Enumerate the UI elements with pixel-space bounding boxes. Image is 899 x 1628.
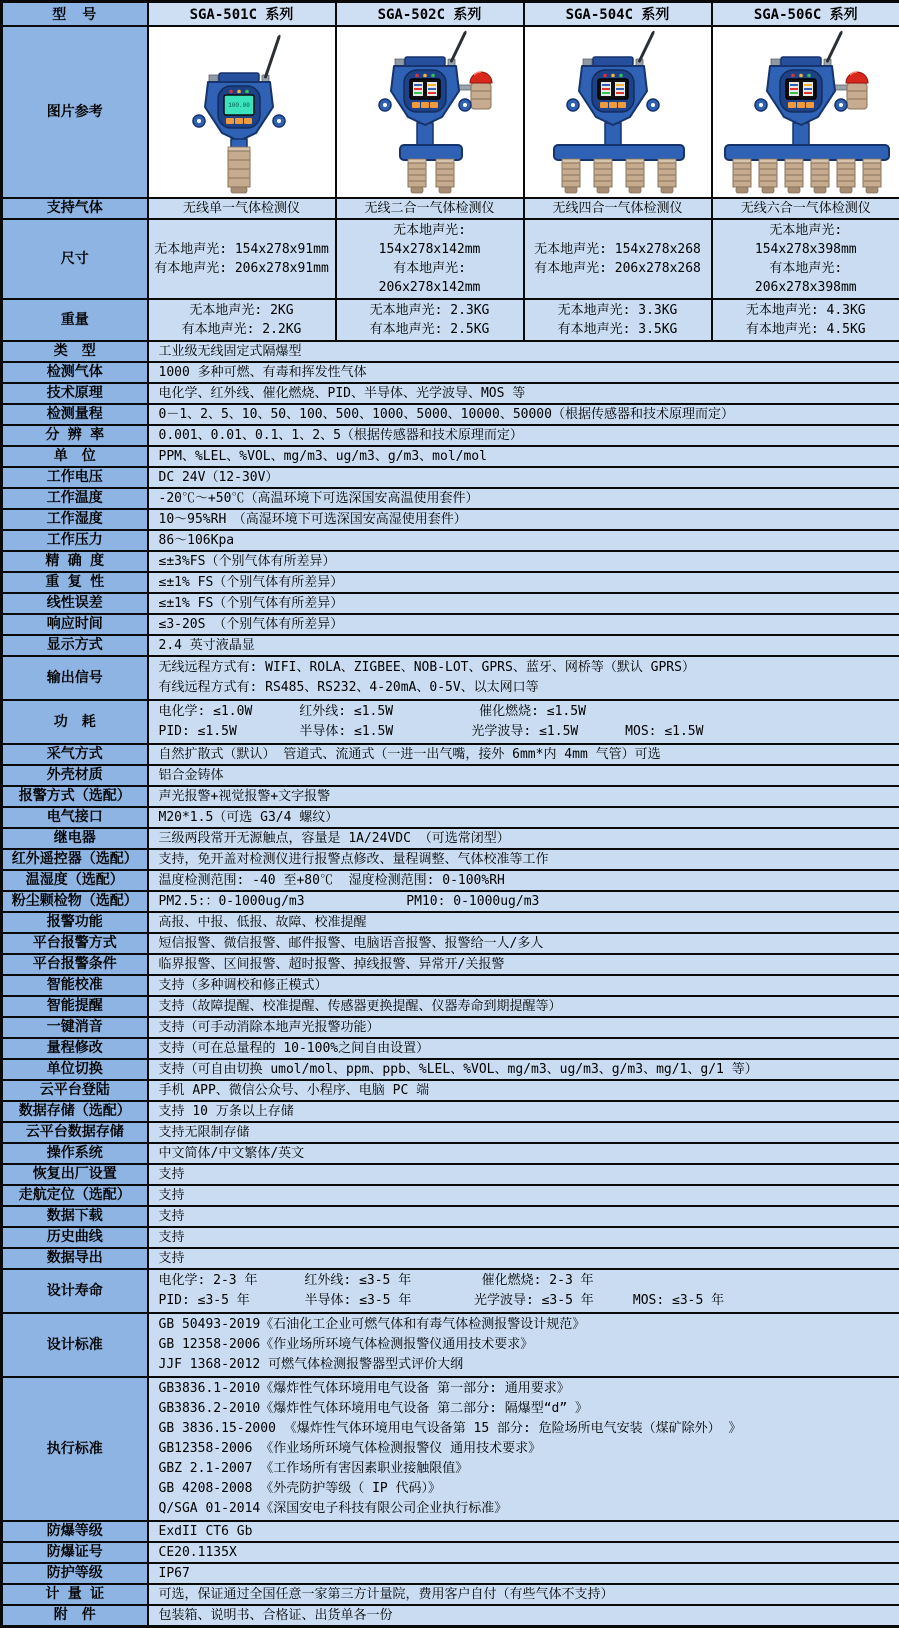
spec-value-cell	[148, 1143, 899, 1164]
spec-row	[2, 933, 899, 954]
spec-value-cell	[148, 551, 899, 572]
spec-row	[2, 828, 899, 849]
spec-row	[2, 362, 899, 383]
spec-row-label: 温湿度（选配）	[2, 870, 148, 891]
spec-row	[2, 1122, 899, 1143]
spec-line: 支持（多种调校和修正模式）	[159, 977, 890, 994]
spec-line: ≤±1% FS（个别气体有所差异）	[159, 595, 890, 612]
spec-row-label: 精 确 度	[2, 551, 148, 572]
spec-value-cell	[148, 1377, 899, 1521]
spec-line: GB 3836.15-2000 《爆炸性气体环境用电气设备第 15 部分: 危险场所电气安装（煤矿除外） 》	[159, 1419, 890, 1439]
spec-line: 0－1、2、5、10、50、100、500、1000、5000、10000、50000（根据传感器和技术原理而定）	[159, 406, 890, 423]
spec-row	[2, 551, 899, 572]
spec-row	[2, 1605, 899, 1627]
spec-row	[2, 1521, 899, 1542]
spec-row	[2, 996, 899, 1017]
spec-line: ≤±3%FS（个别气体有所差异）	[159, 553, 890, 570]
spec-line: GB3836.2-2010《爆炸性气体环境用电气设备 第二部分: 隔爆型“d” 》	[159, 1399, 890, 1419]
spec-row-label: 红外遥控器（选配）	[2, 849, 148, 870]
spec-row	[2, 954, 899, 975]
spec-row	[2, 1542, 899, 1563]
spec-value-cell	[148, 744, 899, 765]
spec-row-label: 平台报警条件	[2, 954, 148, 975]
spec-value-cell	[148, 635, 899, 656]
spec-value-cell	[148, 1605, 899, 1627]
spec-line: 无线六合一气体检测仪	[716, 200, 897, 217]
spec-line: PID: ≤1.5W 半导体: ≤1.5W 光学波导: ≤1.5W MOS: ≤1.5W	[159, 722, 890, 742]
spec-value-cell	[148, 765, 899, 786]
spec-row-label: 粉尘颗检物（选配）	[2, 891, 148, 912]
spec-value-cell	[148, 1269, 899, 1313]
spec-row	[2, 912, 899, 933]
spec-line: 支持 10 万条以上存储	[159, 1103, 890, 1120]
spec-row-label: 采气方式	[2, 744, 148, 765]
spec-row	[2, 219, 899, 299]
spec-value-cell	[148, 807, 899, 828]
product-image-cell-sga-501c	[148, 26, 336, 198]
spec-line: 无本地声光: 4.3KG	[716, 301, 897, 320]
spec-row	[2, 870, 899, 891]
spec-row	[2, 1313, 899, 1377]
spec-row-label: 支持气体	[2, 198, 148, 219]
spec-row-label: 报警功能	[2, 912, 148, 933]
spec-value-cell	[148, 198, 336, 219]
spec-row	[2, 849, 899, 870]
spec-line: GB 50493-2019《石油化工企业可燃气体和有毒气体检测报警设计规范》	[159, 1315, 890, 1335]
spec-value-cell	[524, 299, 712, 341]
spec-value-cell	[148, 786, 899, 807]
spec-row-label: 检测量程	[2, 404, 148, 425]
model-header-sga-502c: SGA-502C 系列	[336, 2, 524, 27]
spec-row-label: 线性误差	[2, 593, 148, 614]
spec-value-cell	[336, 299, 524, 341]
spec-value-cell	[148, 1248, 899, 1269]
spec-value-cell	[148, 1101, 899, 1122]
spec-line: 包装箱、说明书、合格证、出货单各一份	[159, 1607, 890, 1624]
spec-line: M20*1.5（可选 G3/4 螺纹）	[159, 809, 890, 826]
spec-row	[2, 786, 899, 807]
product-image-sga-506c	[713, 27, 899, 197]
spec-row	[2, 891, 899, 912]
spec-row-label: 工作电压	[2, 467, 148, 488]
spec-row	[2, 1206, 899, 1227]
spec-row-label: 计 量 证	[2, 1584, 148, 1605]
spec-line: 铝合金铸体	[159, 767, 890, 784]
spec-row	[2, 700, 899, 744]
spec-value-cell	[336, 219, 524, 299]
spec-line: GB3836.1-2010《爆炸性气体环境用电气设备 第一部分: 通用要求》	[159, 1379, 890, 1399]
spec-value-cell	[524, 198, 712, 219]
spec-line: 有本地声光: 206x278x268	[528, 259, 708, 278]
spec-row-label: 执行标准	[2, 1377, 148, 1521]
spec-value-cell	[148, 656, 899, 700]
spec-row-label: 重 复 性	[2, 572, 148, 593]
spec-line: 高报、中报、低报、故障、校准提醒	[159, 914, 890, 931]
spec-line: 支持（可手动消除本地声光报警功能）	[159, 1019, 890, 1036]
spec-row-label: 报警方式（选配）	[2, 786, 148, 807]
spec-value-cell	[148, 1017, 899, 1038]
spec-line: 无本地声光: 154x278x91mm	[152, 240, 332, 259]
spec-row-label: 工作温度	[2, 488, 148, 509]
spec-row-label: 量程修改	[2, 1038, 148, 1059]
spec-value-cell	[148, 1227, 899, 1248]
spec-value-cell	[148, 1080, 899, 1101]
spec-line: 温度检测范围: -40 至+80℃ 湿度检测范围: 0-100%RH	[159, 872, 890, 889]
spec-line: 有本地声光: 2.5KG	[340, 320, 520, 339]
spec-line: 支持（可在总量程的 10-100%之间自由设置）	[159, 1040, 890, 1057]
spec-row-label: 继电器	[2, 828, 148, 849]
spec-line: 支持	[159, 1187, 890, 1204]
spec-line: JJF 1368-2012 可燃气体检测报警器型式评价大纲	[159, 1355, 890, 1375]
spec-row	[2, 1227, 899, 1248]
spec-line: 有本地声光: 206x278x398mm	[716, 259, 897, 297]
spec-line: 1000 多种可燃、有毒和挥发性气体	[159, 364, 890, 381]
spec-row-label: 功 耗	[2, 700, 148, 744]
spec-row-label: 重量	[2, 299, 148, 341]
spec-line: 有本地声光: 3.5KG	[528, 320, 708, 339]
spec-line: 电化学: 2-3 年 红外线: ≤3-5 年 催化燃烧: 2-3 年	[159, 1271, 890, 1291]
spec-value-cell	[148, 1122, 899, 1143]
product-image-cell-sga-502c	[336, 26, 524, 198]
product-image-row	[2, 26, 899, 198]
spec-line: CE20.1135X	[159, 1544, 890, 1561]
spec-row-label: 响应时间	[2, 614, 148, 635]
spec-row-label: 单 位	[2, 446, 148, 467]
spec-line: 中文简体/中文繁体/英文	[159, 1145, 890, 1162]
spec-row	[2, 765, 899, 786]
spec-value-cell	[148, 593, 899, 614]
spec-value-cell	[148, 1313, 899, 1377]
spec-value-cell	[148, 1038, 899, 1059]
spec-row-label: 平台报警方式	[2, 933, 148, 954]
spec-row-label: 分 辨 率	[2, 425, 148, 446]
spec-row	[2, 530, 899, 551]
spec-value-cell	[148, 912, 899, 933]
spec-row-label: 云平台登陆	[2, 1080, 148, 1101]
spec-line: 无线远程方式有: WIFI、ROLA、ZIGBEE、NOB-LOT、GPRS、蓝牙、网桥等（默认 GPRS）	[159, 658, 890, 678]
spec-value-cell	[148, 219, 336, 299]
spec-line: DC 24V（12-30V）	[159, 469, 890, 486]
spec-row	[2, 1017, 899, 1038]
spec-row-label: 恢复出厂设置	[2, 1164, 148, 1185]
spec-line: PID: ≤3-5 年 半导体: ≤3-5 年 光学波导: ≤3-5 年 MOS: ≤3-5 年	[159, 1291, 890, 1311]
spec-line: 无本地声光: 2.3KG	[340, 301, 520, 320]
spec-value-cell	[148, 849, 899, 870]
spec-row	[2, 1563, 899, 1584]
spec-line: 有本地声光: 206x278x142mm	[340, 259, 520, 297]
spec-row-label: 显示方式	[2, 635, 148, 656]
spec-value-cell	[148, 299, 336, 341]
spec-row-label: 电气接口	[2, 807, 148, 828]
spec-row	[2, 488, 899, 509]
spec-line: 声光报警+视觉报警+文字报警	[159, 788, 890, 805]
spec-row	[2, 656, 899, 700]
spec-value-cell	[148, 1521, 899, 1542]
spec-value-cell	[148, 530, 899, 551]
spec-row	[2, 446, 899, 467]
spec-value-cell	[148, 933, 899, 954]
spec-value-cell	[148, 1164, 899, 1185]
spec-line: 有线远程方式有: RS485、RS232、4-20mA、0-5V、以太网口等	[159, 678, 890, 698]
spec-line: 临界报警、区间报警、超时报警、掉线报警、异常开/关报警	[159, 956, 890, 973]
spec-value-cell	[148, 1185, 899, 1206]
spec-line: 无线四合一气体检测仪	[528, 200, 708, 217]
spec-line: 支持	[159, 1229, 890, 1246]
spec-line: 支持	[159, 1166, 890, 1183]
spec-line: 支持（故障提醒、校准提醒、传感器更换提醒、仪器寿命到期提醒等）	[159, 998, 890, 1015]
spec-line: 0.001、0.01、0.1、1、2、5（根据传感器和技术原理而定）	[159, 427, 890, 444]
spec-row-label: 输出信号	[2, 656, 148, 700]
spec-row-label: 防爆证号	[2, 1542, 148, 1563]
spec-row-label: 防护等级	[2, 1563, 148, 1584]
spec-value-cell	[148, 828, 899, 849]
spec-row	[2, 1164, 899, 1185]
spec-line: PM2.5:：0-1000ug/m3 PM10: 0-1000ug/m3	[159, 893, 890, 910]
spec-line: 86～106Kpa	[159, 532, 890, 549]
product-image-cell-sga-506c	[712, 26, 899, 198]
spec-row-label: 操作系统	[2, 1143, 148, 1164]
spec-row	[2, 404, 899, 425]
spec-value-cell	[148, 614, 899, 635]
spec-line: PPM、%LEL、%VOL、mg/m3、ug/m3、g/m3、mol/mol	[159, 448, 890, 465]
spec-value-cell	[148, 572, 899, 593]
spec-row-label: 历史曲线	[2, 1227, 148, 1248]
spec-row-label: 一键消音	[2, 1017, 148, 1038]
spec-row	[2, 1248, 899, 1269]
spec-row-label: 数据导出	[2, 1248, 148, 1269]
spec-line: IP67	[159, 1565, 890, 1582]
spec-row-label: 工作压力	[2, 530, 148, 551]
spec-line: 无本地声光: 154x278x142mm	[340, 221, 520, 259]
spec-row	[2, 744, 899, 765]
spec-row	[2, 1584, 899, 1605]
spec-row-label: 设计寿命	[2, 1269, 148, 1313]
spec-value-cell	[148, 1059, 899, 1080]
spec-row-label: 设计标准	[2, 1313, 148, 1377]
spec-line: 有本地声光: 2.2KG	[152, 320, 332, 339]
spec-line: 有本地声光: 206x278x91mm	[152, 259, 332, 278]
spec-value-cell	[148, 870, 899, 891]
spec-table-body	[2, 198, 899, 1627]
spec-line: 10～95%RH （高湿环境下可选深国安高湿使用套件）	[159, 511, 890, 528]
spec-row-label: 防爆等级	[2, 1521, 148, 1542]
spec-value-cell	[148, 341, 899, 362]
spec-line: 支持（可自由切换 umol/mol、ppm、ppb、%LEL、%VOL、mg/m3、ug/m3、g/m3、mg/1、g/1 等）	[159, 1061, 890, 1078]
spec-row-label: 智能提醒	[2, 996, 148, 1017]
spec-value-cell	[148, 509, 899, 530]
spec-value-cell	[148, 362, 899, 383]
spec-line: 支持	[159, 1250, 890, 1267]
spec-value-cell	[148, 1206, 899, 1227]
spec-line: 无本地声光: 3.3KG	[528, 301, 708, 320]
spec-line: 可选，保证通过全国任意一家第三方计量院，费用客户自付（有些气体不支持）	[159, 1586, 890, 1603]
spec-line: 手机 APP、微信公众号、小程序、电脑 PC 端	[159, 1082, 890, 1099]
spec-line: GB 12358-2006《作业场所环境气体检测报警仪通用技术要求》	[159, 1335, 890, 1355]
spec-value-cell	[148, 700, 899, 744]
spec-row	[2, 1101, 899, 1122]
spec-row-label: 工作湿度	[2, 509, 148, 530]
model-header-sga-506c: SGA-506C 系列	[712, 2, 899, 27]
spec-line: 电化学、红外线、催化燃烧、PID、半导体、光学波导、MOS 等	[159, 385, 890, 402]
spec-row	[2, 975, 899, 996]
spec-row	[2, 198, 899, 219]
spec-row	[2, 1143, 899, 1164]
spec-row-label: 附 件	[2, 1605, 148, 1627]
spec-row-label: 数据下载	[2, 1206, 148, 1227]
spec-row-label: 单位切换	[2, 1059, 148, 1080]
spec-line: 无线二合一气体检测仪	[340, 200, 520, 217]
spec-row	[2, 299, 899, 341]
model-header-sga-501c: SGA-501C 系列	[148, 2, 336, 27]
spec-value-cell	[148, 488, 899, 509]
spec-line: ExdII CT6 Gb	[159, 1523, 890, 1540]
product-image-cell-sga-504c	[524, 26, 712, 198]
spec-row	[2, 635, 899, 656]
spec-row	[2, 1080, 899, 1101]
model-header-sga-504c: SGA-504C 系列	[524, 2, 712, 27]
spec-row-label: 图片参考	[2, 26, 148, 198]
spec-table-header	[2, 2, 899, 27]
spec-row-label: 类 型	[2, 341, 148, 362]
spec-line: GB 4208-2008 《外壳防护等级（ IP 代码）》	[159, 1479, 890, 1499]
spec-line: 支持	[159, 1208, 890, 1225]
spec-value-cell	[148, 383, 899, 404]
spec-value-cell	[712, 219, 899, 299]
spec-row	[2, 383, 899, 404]
spec-row	[2, 1185, 899, 1206]
model-header-row	[2, 2, 899, 27]
spec-value-cell	[712, 299, 899, 341]
spec-row-label: 智能校准	[2, 975, 148, 996]
spec-row	[2, 1269, 899, 1313]
product-image-sga-502c	[337, 27, 523, 197]
spec-line: GB12358-2006 《作业场所环境气体检测报警仪 通用技术要求》	[159, 1439, 890, 1459]
spec-row	[2, 509, 899, 530]
spec-row	[2, 341, 899, 362]
spec-line: 支持，免开盖对检测仪进行报警点修改、量程调整、气体校准等工作	[159, 851, 890, 868]
spec-line: 2.4 英寸液晶显	[159, 637, 890, 654]
spec-line: 支持无限制存储	[159, 1124, 890, 1141]
product-image-sga-501c	[149, 27, 335, 197]
spec-row	[2, 807, 899, 828]
spec-line: GBZ 2.1-2007 《工作场所有害因素职业接触限值》	[159, 1459, 890, 1479]
spec-value-cell	[148, 446, 899, 467]
spec-row	[2, 467, 899, 488]
spec-line: 短信报警、微信报警、邮件报警、电脑语音报警、报警给一人/多人	[159, 935, 890, 952]
spec-line: ≤3-20S （个别气体有所差异）	[159, 616, 890, 633]
spec-row-label: 走航定位（选配）	[2, 1185, 148, 1206]
spec-line: 自然扩散式（默认） 管道式、流通式（一进一出气嘴，接外 6mm*内 4mm 气管）可选	[159, 746, 890, 763]
spec-line: 无线单一气体检测仪	[152, 200, 332, 217]
spec-row	[2, 1038, 899, 1059]
spec-row-label: 检测气体	[2, 362, 148, 383]
spec-value-cell	[712, 198, 899, 219]
spec-line: -20℃～+50℃（高温环境下可选深国安高温使用套件）	[159, 490, 890, 507]
spec-line: Q/SGA 01-2014《深国安电子科技有限公司企业执行标准》	[159, 1499, 890, 1519]
model-header-label: 型 号	[2, 2, 148, 27]
spec-line: 电化学: ≤1.0W 红外线: ≤1.5W 催化燃烧: ≤1.5W	[159, 702, 890, 722]
spec-value-cell	[148, 425, 899, 446]
spec-row-label: 数据存储（选配）	[2, 1101, 148, 1122]
spec-row	[2, 593, 899, 614]
spec-line: 无本地声光: 154x278x268	[528, 240, 708, 259]
spec-value-cell	[148, 404, 899, 425]
product-image-sga-504c	[525, 27, 711, 197]
spec-line: 工业级无线固定式隔爆型	[159, 343, 890, 360]
spec-value-cell	[148, 975, 899, 996]
spec-value-cell	[148, 891, 899, 912]
spec-value-cell	[148, 954, 899, 975]
spec-row	[2, 572, 899, 593]
spec-row	[2, 1377, 899, 1521]
spec-value-cell	[148, 1542, 899, 1563]
spec-line: 无本地声光: 2KG	[152, 301, 332, 320]
spec-value-cell	[148, 467, 899, 488]
spec-row	[2, 425, 899, 446]
svg-text:100.00: 100.00	[228, 102, 250, 109]
spec-value-cell	[524, 219, 712, 299]
spec-line: 无本地声光: 154x278x398mm	[716, 221, 897, 259]
spec-value-cell	[336, 198, 524, 219]
spec-row-label: 技术原理	[2, 383, 148, 404]
spec-row-label: 尺寸	[2, 219, 148, 299]
spec-row	[2, 1059, 899, 1080]
spec-value-cell	[148, 1563, 899, 1584]
spec-line: 有本地声光: 4.5KG	[716, 320, 897, 339]
spec-line: ≤±1% FS（个别气体有所差异）	[159, 574, 890, 591]
spec-row-label: 外壳材质	[2, 765, 148, 786]
spec-row-label: 云平台数据存储	[2, 1122, 148, 1143]
spec-row	[2, 614, 899, 635]
spec-value-cell	[148, 1584, 899, 1605]
spec-line: 三级两段常开无源触点，容量是 1A/24VDC （可选常闭型）	[159, 830, 890, 847]
spec-value-cell	[148, 996, 899, 1017]
